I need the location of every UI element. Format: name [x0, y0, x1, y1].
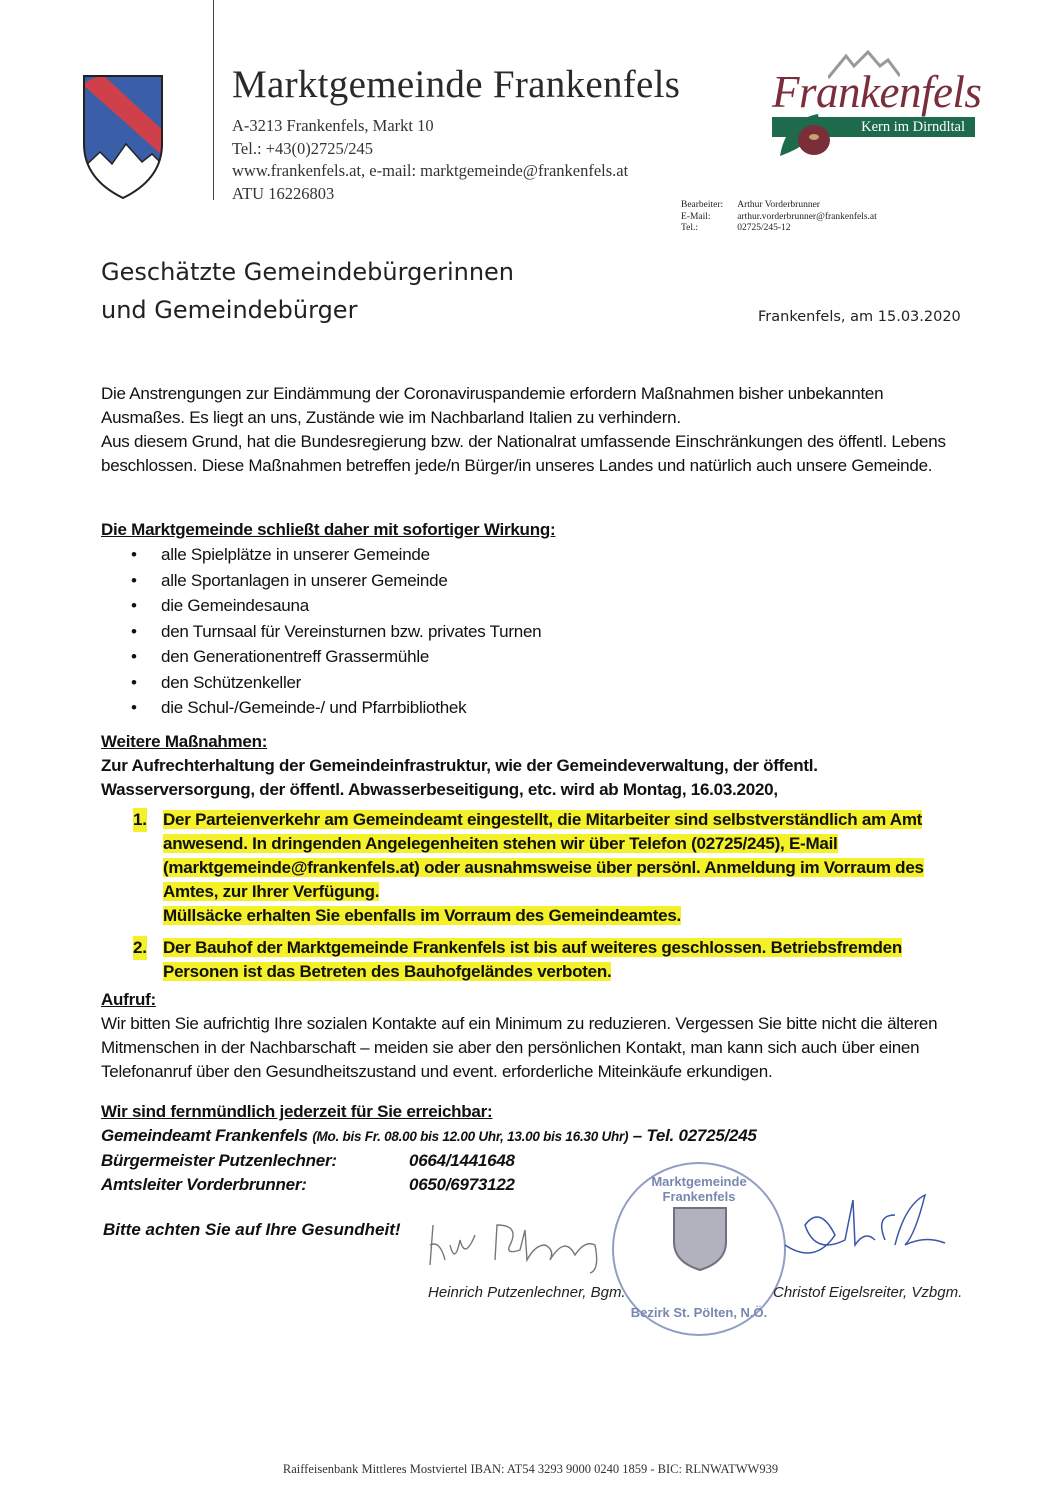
closing-line: Bitte achten Sie auf Ihre Gesundheit! [103, 1220, 401, 1239]
list-item: • die Gemeindesauna [131, 593, 951, 619]
appeal-heading: Aufruf: [101, 990, 156, 1009]
signature-vice-mayor [775, 1185, 955, 1270]
reachable-section [101, 1100, 951, 1197]
organization-name: Marktgemeinde Frankenfels [232, 63, 681, 106]
list-item: • den Generationentreff Grassermühle [131, 644, 951, 670]
measures-intro: Zur Aufrechterhaltung der Gemeindeinfrastruktur, wie der Gemeindeverwaltung, der öffentl. Wasserversorgung, der öffentl. Abwasserbeseitigung, etc. wird ab Montag, 16.03.2020, [101, 756, 818, 799]
appeal-text: Wir bitten Sie aufrichtig Ihre sozialen Kontakte auf ein Minimum zu reduzieren. Vergessen Sie bitte nicht die älteren Mitmenschen in der Nachbarschaft – meiden sie aber den persönlichen Kontakt, man kann sich auch über einen Telefonanruf über den Gesundheitszustand und event. erforderliche Miteinkäufe erkundigen. [101, 1014, 938, 1081]
contact-row: Tel.: 02725/245-12 [681, 223, 791, 233]
header-divider [213, 0, 214, 200]
measures-heading: Weitere Maßnahmen: [101, 732, 268, 751]
intro-paragraph: Aus diesem Grund, hat die Bundesregierung bzw. der Nationalrat umfassende Einschränkungen des öffentl. Lebens beschlossen. Diese Maßnahmen betreffen jede/n Bürger/in unseres Landes und natürlich auch unsere Gemeinde. [101, 432, 946, 475]
official-stamp: Marktgemeinde Frankenfels Bezirk St. Pölten, N.Ö. [612, 1162, 786, 1336]
coat-of-arms-logo [82, 74, 164, 200]
contact-table [681, 200, 891, 235]
list-item: • die Schul-/Gemeinde-/ und Pfarrbibliothek [131, 695, 951, 721]
signature-name: Heinrich Putzenlechner, Bgm. [428, 1284, 626, 1301]
list-item: • alle Sportanlagen in unserer Gemeinde [131, 568, 951, 594]
contact-row: E-Mail: arthur.vorderbrunner@frankenfels.at [681, 211, 877, 222]
web-email-line: www.frankenfels.at, e-mail: marktgemeinde@frankenfels.at [232, 161, 629, 180]
greeting: Geschätzte Gemeindebürgerinnen und Gemeindebürger [101, 258, 515, 324]
signature-name: Christof Eigelsreiter, Vzbgm. [773, 1284, 963, 1301]
list-item: • alle Spielplätze in unserer Gemeinde [131, 542, 951, 568]
intro-paragraph: Die Anstrengungen zur Eindämmung der Coronaviruspandemie erfordern Maßnahmen bisher unbekannten Ausmaßes. Es liegt an uns, Zustände wie im Nachbarland Italien zu verhindern. [101, 384, 884, 427]
measures-section [101, 730, 951, 984]
closures-list [101, 542, 951, 721]
phone-line: Tel.: +43(0)2725/245 [232, 138, 374, 158]
intro [101, 382, 951, 478]
appeal-section [101, 988, 951, 1084]
signature-mayor [425, 1215, 610, 1275]
letter-date: Frankenfels, am 15.03.2020 [758, 309, 961, 325]
brand-logo-word: Frankenfels [772, 67, 982, 117]
plum-leaf-icon [778, 110, 834, 158]
brand-tagline: Kern im Dirndltal [772, 117, 975, 137]
list-item: • den Schützenkeller [131, 670, 951, 696]
stamp-coat-of-arms-icon [672, 1206, 728, 1272]
list-item: • den Turnsaal für Vereinsturnen bzw. privates Turnen [131, 619, 951, 645]
measure-item: 2. Der Bauhof der Marktgemeinde Frankenfels ist bis auf weiteres geschlossen. Betriebsfremden Personen ist das Betreten des Bauhofgeländes verboten. [133, 938, 902, 981]
closures-heading: Die Marktgemeinde schließt daher mit sofortiger Wirkung: [101, 520, 556, 539]
bank-footer: Raiffeisenbank Mittleres Mostviertel IBAN: AT54 3293 9000 0240 1859 - BIC: RLNWATWW939 [282, 1462, 779, 1476]
address-line: A-3213 Frankenfels, Markt 10 [232, 116, 434, 135]
contact-person: Amtsleiter Vorderbrunner: 0650/6973122 [101, 1175, 515, 1194]
office-line: Gemeindeamt Frankenfels (Mo. bis Fr. 08.00 bis 12.00 Uhr, 13.00 bis 16.30 Uhr) – Tel. 02725/245 [101, 1126, 757, 1145]
measure-item: 1. Der Parteienverkehr am Gemeindeamt eingestellt, die Mitarbeiter sind selbstverständlich am Amt anwesend. In dringenden Angelegenheiten stehen wir über Telefon (02725/245), E-Mail (marktgemeinde@frankenfels.at) oder ausnahmsweise über persönl. Anmeldung im Vorraum des Amtes, zur Ihrer Verfügung. Müllsäcke erhalten Sie ebenfalls im Vorraum des Gemeindeamtes. [133, 810, 924, 925]
reachable-heading: Wir sind fernmündlich jederzeit für Sie erreichbar: [101, 1102, 493, 1121]
contact-person: Bürgermeister Putzenlechner: 0664/1441648 [101, 1151, 515, 1170]
contact-row: Bearbeiter: Arthur Vorderbrunner [681, 200, 820, 210]
vat-line: ATU 16226803 [232, 183, 335, 203]
measures-list [101, 808, 961, 984]
closures-section [101, 518, 951, 721]
address-block [232, 115, 628, 205]
